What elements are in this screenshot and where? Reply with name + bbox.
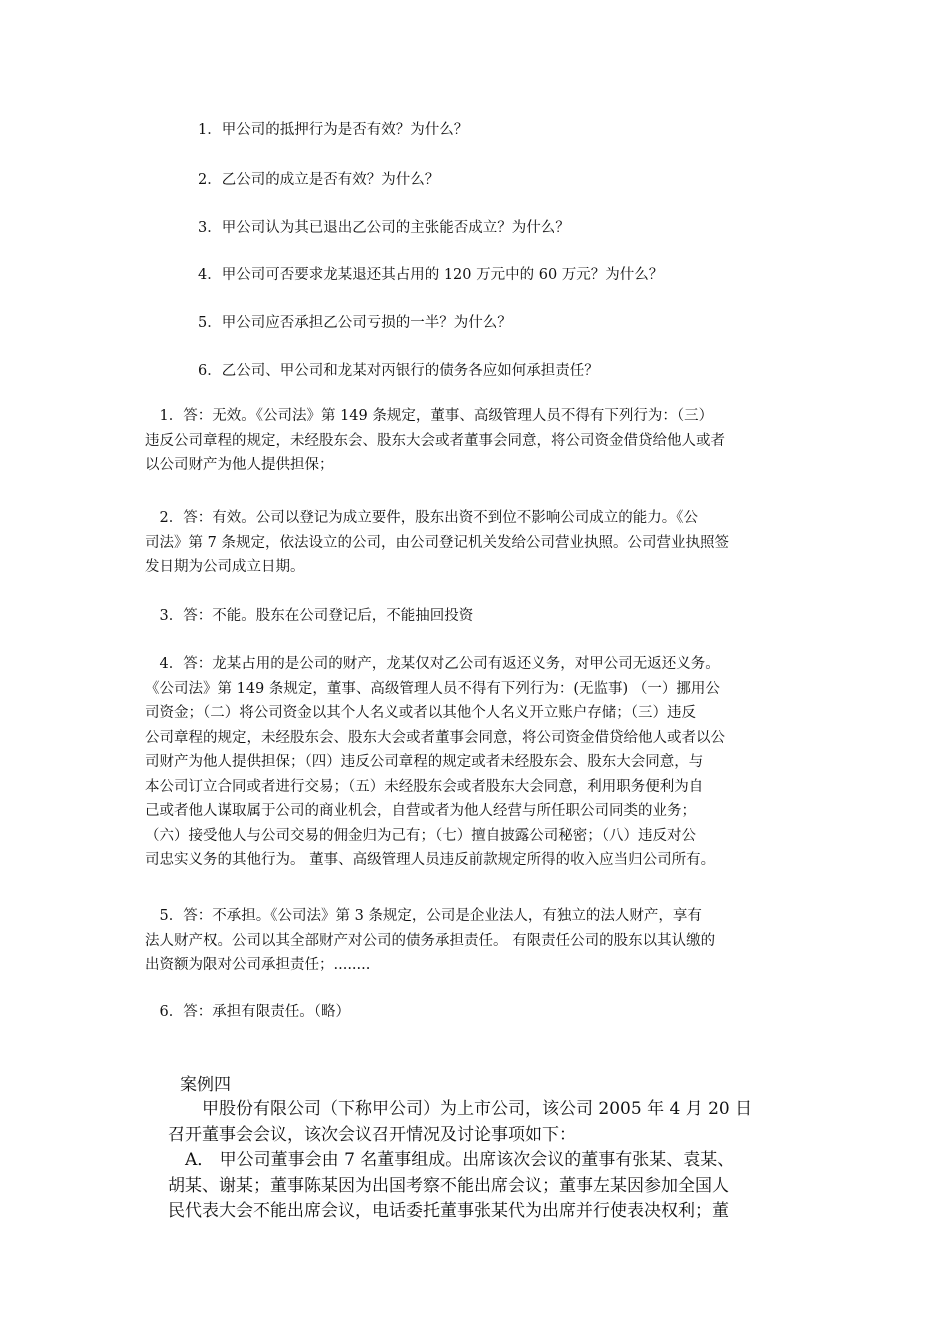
answer-line: 4．答：龙某占用的是公司的财产，龙某仅对乙公司有返还义务，对甲公司无返还义务。 [145, 656, 720, 672]
answer-line: 发日期为公司成立日期。 [145, 559, 305, 575]
answer-line: 司法》第 7 条规定，依法设立的公司，由公司登记机关发给公司营业执照。公司营业执照签 [145, 534, 729, 551]
answer-line: （六）接受他人与公司交易的佣金归为己有；（七）擅自披露公司秘密；（八）违反对公 [145, 827, 696, 844]
answer-line: 司财产为他人提供担保；（四）违反公司章程的规定或者未经股东会、股东大会同意，与 [145, 754, 704, 770]
case-line: 民代表大会不能出席会议，电话委托董事张某代为出席并行使表决权利；董 [168, 1201, 729, 1221]
case-line: A． 甲公司董事会由 7 名董事组成。出席该次会议的董事有张某、袁某、 [168, 1150, 735, 1170]
answer-line: 3．答：不能。股东在公司登记后，不能抽回投资 [145, 608, 474, 624]
answer-line: 6．答：承担有限责任。（略） [145, 1004, 350, 1020]
answer-line: 出资额为限对公司承担责任；........ [145, 957, 371, 973]
answer-line: 《公司法》第 149 条规定，董事、高级管理人员不得有下列行为：(无监事) （一）挪用公 [145, 680, 720, 697]
question-2: 2．乙公司的成立是否有效？为什么？ [198, 172, 440, 188]
answer-5 [145, 904, 813, 978]
answer-line: 违反公司章程的规定，未经股东会、股东大会或者董事会同意，将公司资金借贷给他人或者 [145, 432, 725, 449]
question-6: 6．乙公司、甲公司和龙某对丙银行的债务各应如何承担责任？ [198, 363, 599, 379]
question-4: 4．甲公司可否要求龙某退还其占用的 120 万元中的 60 万元？为什么？ [198, 267, 664, 283]
question-1: 1．甲公司的抵押行为是否有效？为什么？ [198, 122, 469, 138]
answer-6 [145, 1000, 813, 1025]
case-line: 甲股份有限公司（下称甲公司）为上市公司，该公司 2005 年 4 月 20 日 [168, 1099, 753, 1119]
answer-line: 司忠实义务的其他行为。 董事、高级管理人员违反前款规定所得的收入应当归公司所有。 [145, 852, 716, 868]
answer-3 [145, 604, 813, 629]
case-body [168, 1097, 818, 1225]
question-5: 5．甲公司应否承担乙公司亏损的一半？为什么？ [198, 315, 512, 331]
answer-2 [145, 506, 813, 580]
answer-1 [145, 404, 813, 478]
answer-line: 司资金；（二）将公司资金以其个人名义或者以其他个人名义开立账户存储；（三）违反 [145, 705, 696, 721]
answer-line: 本公司订立合同或者进行交易；（五）未经股东会或者股东大会同意，利用职务便利为自 [145, 778, 704, 795]
answer-line: 公司章程的规定，未经股东会、股东大会或者董事会同意，将公司资金借贷给他人或者以公 [145, 729, 725, 746]
answer-4 [145, 652, 813, 873]
question-3: 3．甲公司认为其已退出乙公司的主张能否成立？为什么？ [198, 220, 570, 236]
answer-line: 2．答：有效。公司以登记为成立要件，股东出资不到位不影响公司成立的能力。《公 [145, 510, 698, 526]
case-line: 胡某、谢某；董事陈某因为出国考察不能出席会议；董事左某因参加全国人 [168, 1175, 729, 1196]
case-title: 案例四 [180, 1075, 231, 1095]
answer-line: 法人财产权。公司以其全部财产对公司的债务承担责任。 有限责任公司的股东以其认缴的 [145, 932, 716, 949]
answer-line: 1．答：无效。《公司法》第 149 条规定，董事、高级管理人员不得有下列行为：（三） [145, 408, 714, 424]
answer-line: 以公司财产为他人提供担保； [145, 457, 334, 473]
answer-line: 5．答：不承担。《公司法》第 3 条规定，公司是企业法人，有独立的法人财产，享有 [145, 908, 702, 924]
case-line: 召开董事会会议，该次会议召开情况及讨论事项如下： [168, 1124, 576, 1145]
answer-line: 己或者他人谋取属于公司的商业机会，自营或者为他人经营与所任职公司同类的业务； [145, 803, 696, 819]
